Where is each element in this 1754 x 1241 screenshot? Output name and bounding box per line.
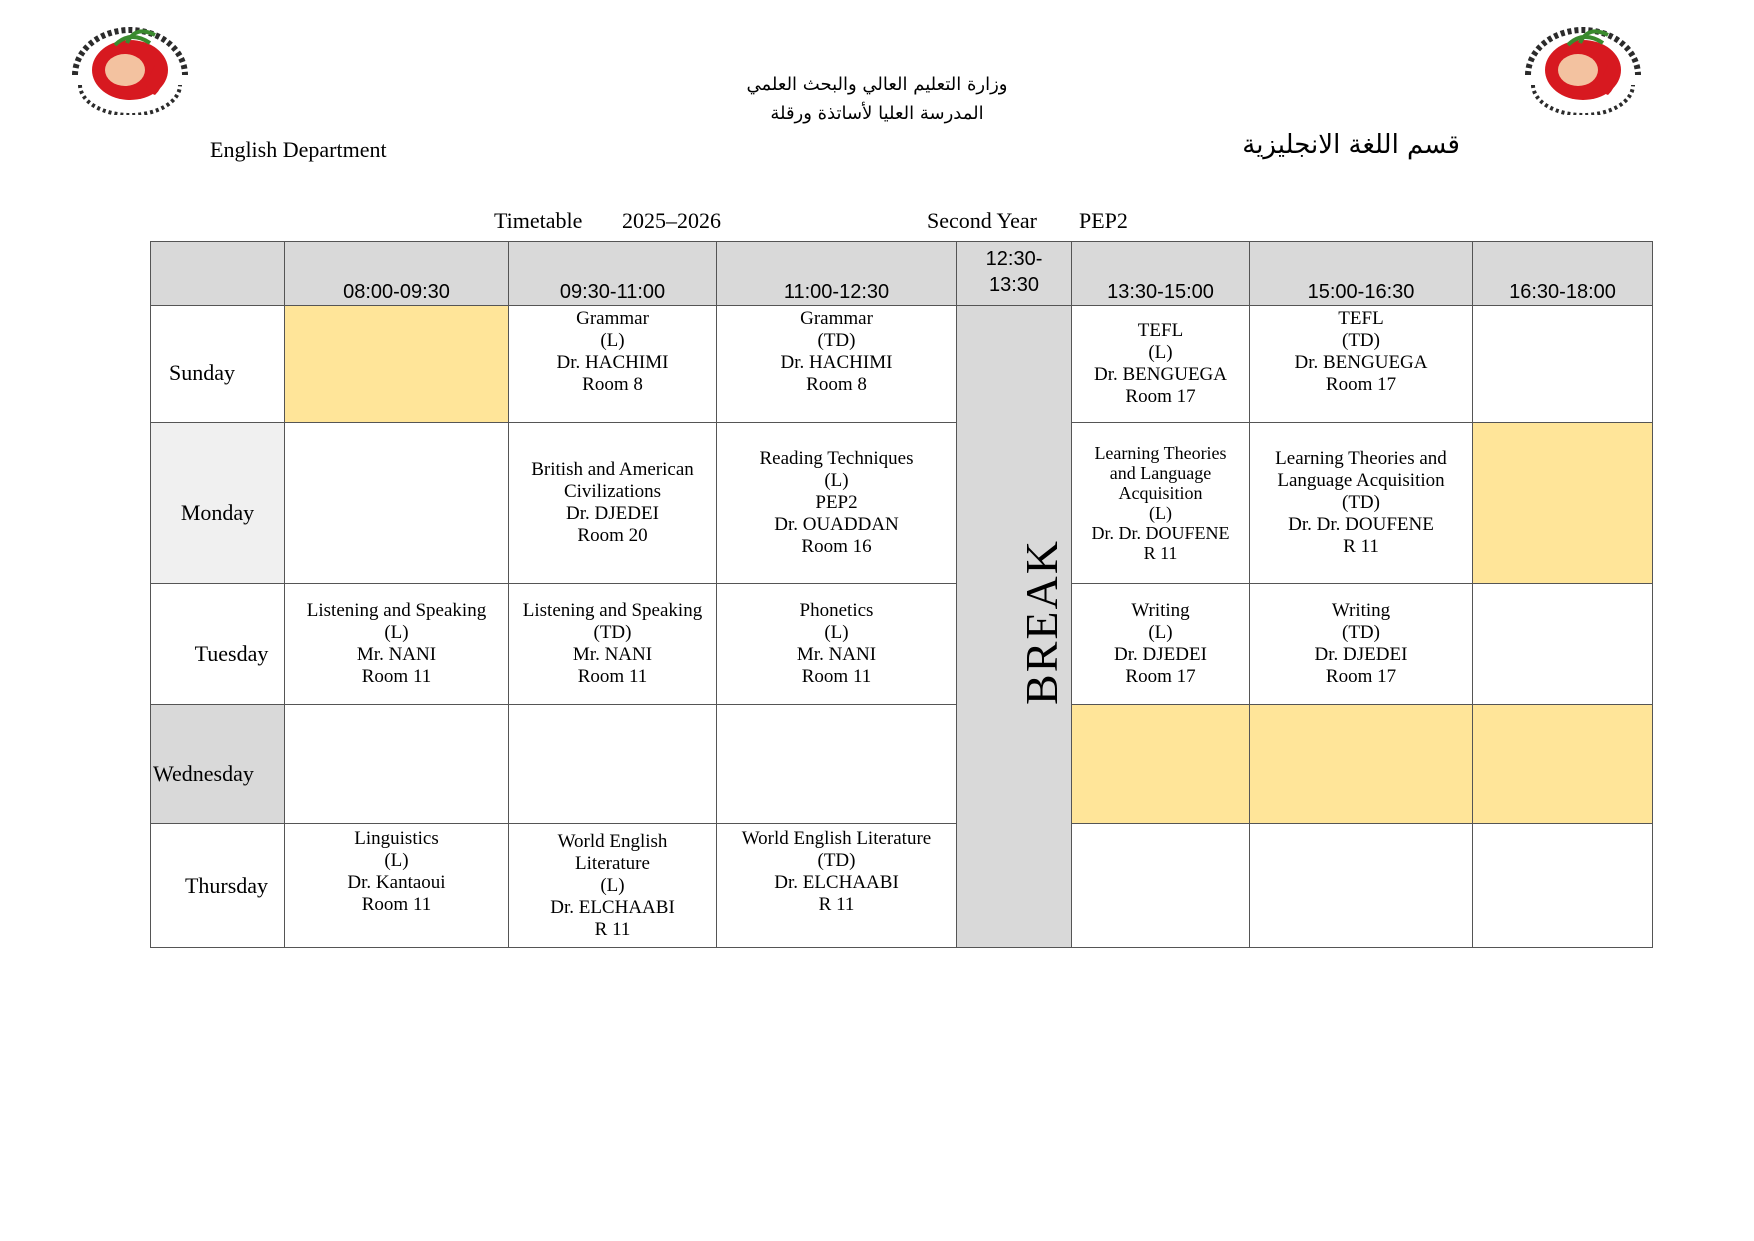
session-detail: Room 17	[1325, 374, 1397, 395]
empty-slot	[1250, 824, 1473, 948]
session-detail: Room 8	[806, 374, 867, 395]
session-detail: (TD)	[817, 850, 856, 871]
session-cell	[509, 824, 717, 948]
session-cell	[509, 423, 717, 584]
session-detail: and Language	[1109, 463, 1212, 483]
session-detail: (L)	[384, 850, 409, 871]
session-cell	[1250, 423, 1473, 584]
session-subject: Grammar	[800, 308, 873, 329]
school-title: المدرسة العليا لأساتذة ورقلة	[770, 103, 984, 124]
session-cell	[717, 584, 957, 705]
session-detail: Dr. BENGUEGA	[1094, 364, 1227, 385]
session-subject: Writing	[1331, 600, 1391, 621]
session-cell	[509, 584, 717, 705]
session-detail: (TD)	[817, 330, 856, 351]
session-detail: Room 11	[801, 666, 872, 687]
session-subject: Learning Theories and	[1275, 448, 1447, 469]
session-detail: Room 17	[1125, 666, 1196, 687]
session-detail: (L)	[824, 622, 849, 643]
empty-slot	[1473, 824, 1653, 948]
session-detail: Room 8	[582, 374, 643, 395]
header-row	[151, 242, 1653, 306]
empty-slot	[1250, 705, 1473, 824]
session-cell	[717, 306, 957, 423]
session-subject: Listening and Speaking	[522, 600, 703, 621]
session-detail: Room 16	[801, 536, 872, 557]
day-row	[151, 584, 1653, 705]
session-detail: Dr. HACHIMI	[780, 352, 893, 373]
session-subject: TEFL	[1338, 308, 1384, 329]
session-detail: Room 20	[577, 525, 648, 546]
session-detail: Room 11	[577, 666, 648, 687]
session-subject: Phonetics	[799, 600, 874, 621]
day-row	[151, 306, 1653, 423]
day-row	[151, 824, 1653, 948]
session-detail: (L)	[600, 330, 625, 351]
time-slot-header: 13:30-15:00	[1072, 242, 1250, 306]
department-title-ar: قسم اللغة الانجليزية	[1242, 130, 1460, 160]
session-subject: Reading Techniques	[759, 448, 914, 469]
session-cell	[717, 423, 957, 584]
session-cell	[285, 824, 509, 948]
session-detail: Dr. HACHIMI	[556, 352, 669, 373]
time-slot-header: 15:00-16:30	[1250, 242, 1473, 306]
day-label: Thursday	[151, 824, 285, 948]
session-cell	[509, 306, 717, 423]
session-detail: (L)	[824, 470, 849, 491]
time-slot-header: 11:00-12:30	[717, 242, 957, 306]
session-detail: Acquisition	[1118, 483, 1203, 503]
session-subject: Grammar	[576, 308, 649, 329]
session-subject: TEFL	[1137, 320, 1184, 341]
session-detail: Dr. OUADDAN	[774, 514, 899, 535]
session-subject: Linguistics	[354, 828, 439, 849]
day-label: Wednesday	[151, 705, 285, 824]
session-subject: Listening and Speaking	[306, 600, 487, 621]
session-detail: Dr. ELCHAABI	[550, 896, 675, 918]
empty-slot	[1473, 306, 1653, 423]
empty-slot	[509, 705, 717, 824]
empty-slot	[1473, 705, 1653, 824]
session-detail: Dr. DJEDEI	[566, 503, 659, 524]
school-emblem-icon	[1508, 15, 1658, 115]
session-subject: Writing	[1131, 600, 1190, 621]
empty-slot	[1473, 423, 1653, 584]
session-subject: British and American	[531, 459, 694, 480]
session-detail: Literature	[575, 852, 650, 874]
session-detail: (TD)	[1342, 330, 1380, 351]
day-label: Sunday	[151, 306, 285, 423]
session-subject: Learning Theories	[1094, 443, 1227, 463]
ministry-title: وزارة التعليم العالي والبحث العلمي	[746, 74, 1008, 95]
session-detail: Room 11	[361, 666, 432, 687]
session-detail: Mr. NANI	[572, 644, 653, 665]
day-label: Monday	[151, 423, 285, 584]
break-time-label: 12:30- 13:30	[985, 248, 1043, 296]
session-cell	[717, 824, 957, 948]
empty-slot	[285, 423, 509, 584]
session-detail: (L)	[1148, 342, 1173, 363]
day-row	[151, 423, 1653, 584]
session-detail: Dr. Kantaoui	[347, 872, 446, 893]
corner-cell	[151, 242, 285, 306]
session-detail: (L)	[1148, 622, 1173, 643]
session-detail: R 11	[1343, 536, 1379, 557]
timetable-label: Timetable	[494, 208, 583, 233]
session-cell	[1250, 584, 1473, 705]
empty-slot	[717, 705, 957, 824]
empty-slot	[285, 705, 509, 824]
session-cell	[1250, 306, 1473, 423]
session-detail: (TD)	[1342, 622, 1380, 643]
session-detail: PEP2	[815, 492, 858, 513]
session-detail: (TD)	[593, 622, 632, 643]
session-detail: (L)	[384, 622, 409, 643]
time-slot-header: 16:30-18:00	[1473, 242, 1653, 306]
session-cell	[1072, 584, 1250, 705]
day-row	[151, 705, 1653, 824]
timetable	[150, 241, 1653, 948]
break-column	[957, 306, 1072, 948]
session-detail: Room 17	[1125, 386, 1196, 407]
session-cell	[1072, 306, 1250, 423]
session-detail: R 11	[1143, 543, 1178, 563]
time-slot-header: 09:30-11:00	[509, 242, 717, 306]
session-detail: (TD)	[1342, 492, 1380, 513]
school-emblem-icon	[55, 15, 205, 115]
time-slot-header: 08:00-09:30	[285, 242, 509, 306]
empty-slot	[1473, 584, 1653, 705]
empty-slot	[1072, 705, 1250, 824]
session-subject: World English	[557, 830, 668, 852]
session-detail: Civilizations	[563, 481, 662, 502]
session-detail: Room 17	[1325, 666, 1397, 687]
session-detail: Dr. DJEDEI	[1114, 644, 1207, 665]
session-detail: R 11	[818, 894, 855, 915]
session-detail: Dr. Dr. DOUFENE	[1091, 523, 1230, 543]
session-detail: Dr. BENGUEGA	[1294, 352, 1428, 373]
session-detail: Dr. DJEDEI	[1314, 644, 1408, 665]
session-detail: (L)	[600, 874, 625, 896]
break-label: BREAK	[1015, 538, 1067, 705]
study-level: Second Year	[927, 208, 1037, 233]
session-detail: R 11	[594, 918, 631, 940]
session-subject: World English Literature	[741, 828, 932, 849]
study-group: PEP2	[1079, 208, 1128, 233]
session-detail: Dr. ELCHAABI	[774, 872, 899, 893]
day-label: Tuesday	[151, 584, 285, 705]
session-detail: Mr. NANI	[796, 644, 877, 665]
department-title-en: English Department	[210, 137, 387, 162]
session-cell	[285, 584, 509, 705]
session-cell	[1072, 423, 1250, 584]
session-detail: Language Acquisition	[1277, 470, 1445, 491]
session-detail: Dr. Dr. DOUFENE	[1288, 514, 1434, 535]
session-detail: Mr. NANI	[356, 644, 437, 665]
session-detail: (L)	[1149, 503, 1172, 523]
empty-slot	[285, 306, 509, 423]
time-slot-header	[957, 242, 1072, 306]
empty-slot	[1072, 824, 1250, 948]
session-detail: Room 11	[361, 894, 432, 915]
academic-year: 2025–2026	[622, 208, 721, 233]
